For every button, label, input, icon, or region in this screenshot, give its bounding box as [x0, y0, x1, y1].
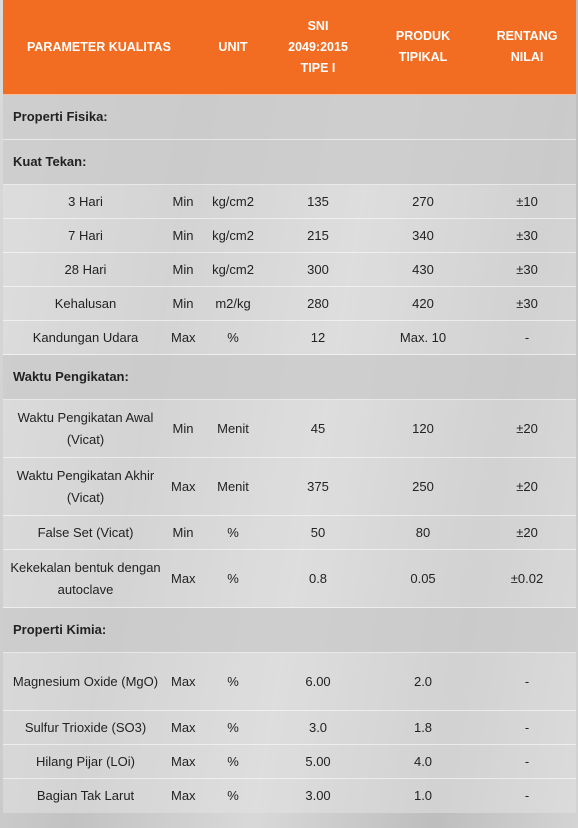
cell-limit: Min — [168, 287, 198, 321]
table-row — [3, 711, 576, 745]
table-row — [3, 321, 576, 355]
header-rentang: RENTANG NILAI — [478, 0, 576, 95]
cell-param: Waktu Pengikatan Awal (Vicat) — [3, 400, 168, 458]
table-row — [3, 653, 576, 711]
cell-limit: Max — [168, 745, 198, 779]
header-param: PARAMETER KUALITAS — [3, 0, 198, 95]
cell-rentang: ±20 — [478, 516, 576, 550]
cell-param: Kehalusan — [3, 287, 168, 321]
cell-sni: 0.8 — [268, 550, 368, 608]
cell-produk: 1.8 — [368, 711, 478, 745]
cell-param: Kekekalan bentuk dengan autoclave — [3, 550, 168, 608]
cell-rentang: - — [478, 711, 576, 745]
cell-param: Waktu Pengikatan Akhir (Vicat) — [3, 458, 168, 516]
header-produk: PRODUK TIPIKAL — [368, 0, 478, 95]
cell-rentang: - — [478, 653, 576, 711]
section-title: Kuat Tekan: — [3, 140, 576, 185]
cell-unit: % — [198, 550, 268, 608]
quality-table — [3, 0, 576, 813]
cell-rentang: ±0.02 — [478, 550, 576, 608]
table-row — [3, 516, 576, 550]
cell-limit: Min — [168, 516, 198, 550]
cell-unit: kg/cm2 — [198, 185, 268, 219]
cell-sni: 215 — [268, 219, 368, 253]
table-row — [3, 287, 576, 321]
cell-unit: % — [198, 745, 268, 779]
cell-param: 7 Hari — [3, 219, 168, 253]
cell-produk: 80 — [368, 516, 478, 550]
header-sni: SNI 2049:2015 TIPE I — [268, 0, 368, 95]
cell-rentang: ±30 — [478, 287, 576, 321]
cell-rentang: - — [478, 779, 576, 813]
cell-limit: Min — [168, 219, 198, 253]
section-row — [3, 95, 576, 140]
cell-limit: Max — [168, 458, 198, 516]
cell-produk: 420 — [368, 287, 478, 321]
cell-param: Hilang Pijar (LOi) — [3, 745, 168, 779]
table-row — [3, 779, 576, 813]
cell-rentang: ±10 — [478, 185, 576, 219]
cell-sni: 280 — [268, 287, 368, 321]
table-row — [3, 458, 576, 516]
cell-unit: kg/cm2 — [198, 219, 268, 253]
cell-unit: m2/kg — [198, 287, 268, 321]
cell-produk: 340 — [368, 219, 478, 253]
cell-produk: 0.05 — [368, 550, 478, 608]
cell-limit: Min — [168, 185, 198, 219]
cell-sni: 300 — [268, 253, 368, 287]
cell-unit: kg/cm2 — [198, 253, 268, 287]
header-unit: UNIT — [198, 0, 268, 95]
cell-produk: 4.0 — [368, 745, 478, 779]
table-row — [3, 185, 576, 219]
cell-limit: Max — [168, 653, 198, 711]
cell-rentang: - — [478, 745, 576, 779]
cell-limit: Max — [168, 550, 198, 608]
cell-param: Magnesium Oxide (MgO) — [3, 653, 168, 711]
cell-sni: 45 — [268, 400, 368, 458]
cell-sni: 135 — [268, 185, 368, 219]
section-row — [3, 355, 576, 400]
section-row — [3, 140, 576, 185]
section-title: Properti Fisika: — [3, 95, 576, 140]
cell-rentang: ±20 — [478, 458, 576, 516]
cell-produk: 2.0 — [368, 653, 478, 711]
cell-produk: 120 — [368, 400, 478, 458]
cell-rentang: ±30 — [478, 253, 576, 287]
cell-sni: 12 — [268, 321, 368, 355]
cell-limit: Max — [168, 779, 198, 813]
cell-produk: 1.0 — [368, 779, 478, 813]
cell-produk: 430 — [368, 253, 478, 287]
cell-unit: % — [198, 779, 268, 813]
cell-param: 28 Hari — [3, 253, 168, 287]
cell-unit: % — [198, 321, 268, 355]
section-title: Waktu Pengikatan: — [3, 355, 576, 400]
cell-limit: Min — [168, 400, 198, 458]
table-row — [3, 219, 576, 253]
cell-sni: 3.0 — [268, 711, 368, 745]
cell-unit: Menit — [198, 400, 268, 458]
table-row — [3, 745, 576, 779]
cell-produk: Max. 10 — [368, 321, 478, 355]
cell-unit: % — [198, 711, 268, 745]
table-row — [3, 253, 576, 287]
table-row — [3, 400, 576, 458]
cell-param: False Set (Vicat) — [3, 516, 168, 550]
cell-rentang: ±20 — [478, 400, 576, 458]
cell-sni: 375 — [268, 458, 368, 516]
section-row — [3, 608, 576, 653]
cell-param: Sulfur Trioxide (SO3) — [3, 711, 168, 745]
table-row — [3, 550, 576, 608]
table-header — [3, 0, 576, 95]
cell-sni: 5.00 — [268, 745, 368, 779]
cell-produk: 270 — [368, 185, 478, 219]
cell-limit: Max — [168, 711, 198, 745]
cell-param: Kandungan Udara — [3, 321, 168, 355]
cell-sni: 3.00 — [268, 779, 368, 813]
cell-rentang: - — [478, 321, 576, 355]
cell-limit: Min — [168, 253, 198, 287]
cell-param: 3 Hari — [3, 185, 168, 219]
cell-param: Bagian Tak Larut — [3, 779, 168, 813]
cell-sni: 6.00 — [268, 653, 368, 711]
cell-unit: Menit — [198, 458, 268, 516]
cell-unit: % — [198, 653, 268, 711]
section-title: Properti Kimia: — [3, 608, 576, 653]
cell-produk: 250 — [368, 458, 478, 516]
cell-unit: % — [198, 516, 268, 550]
cell-rentang: ±30 — [478, 219, 576, 253]
cell-limit: Max — [168, 321, 198, 355]
cell-sni: 50 — [268, 516, 368, 550]
